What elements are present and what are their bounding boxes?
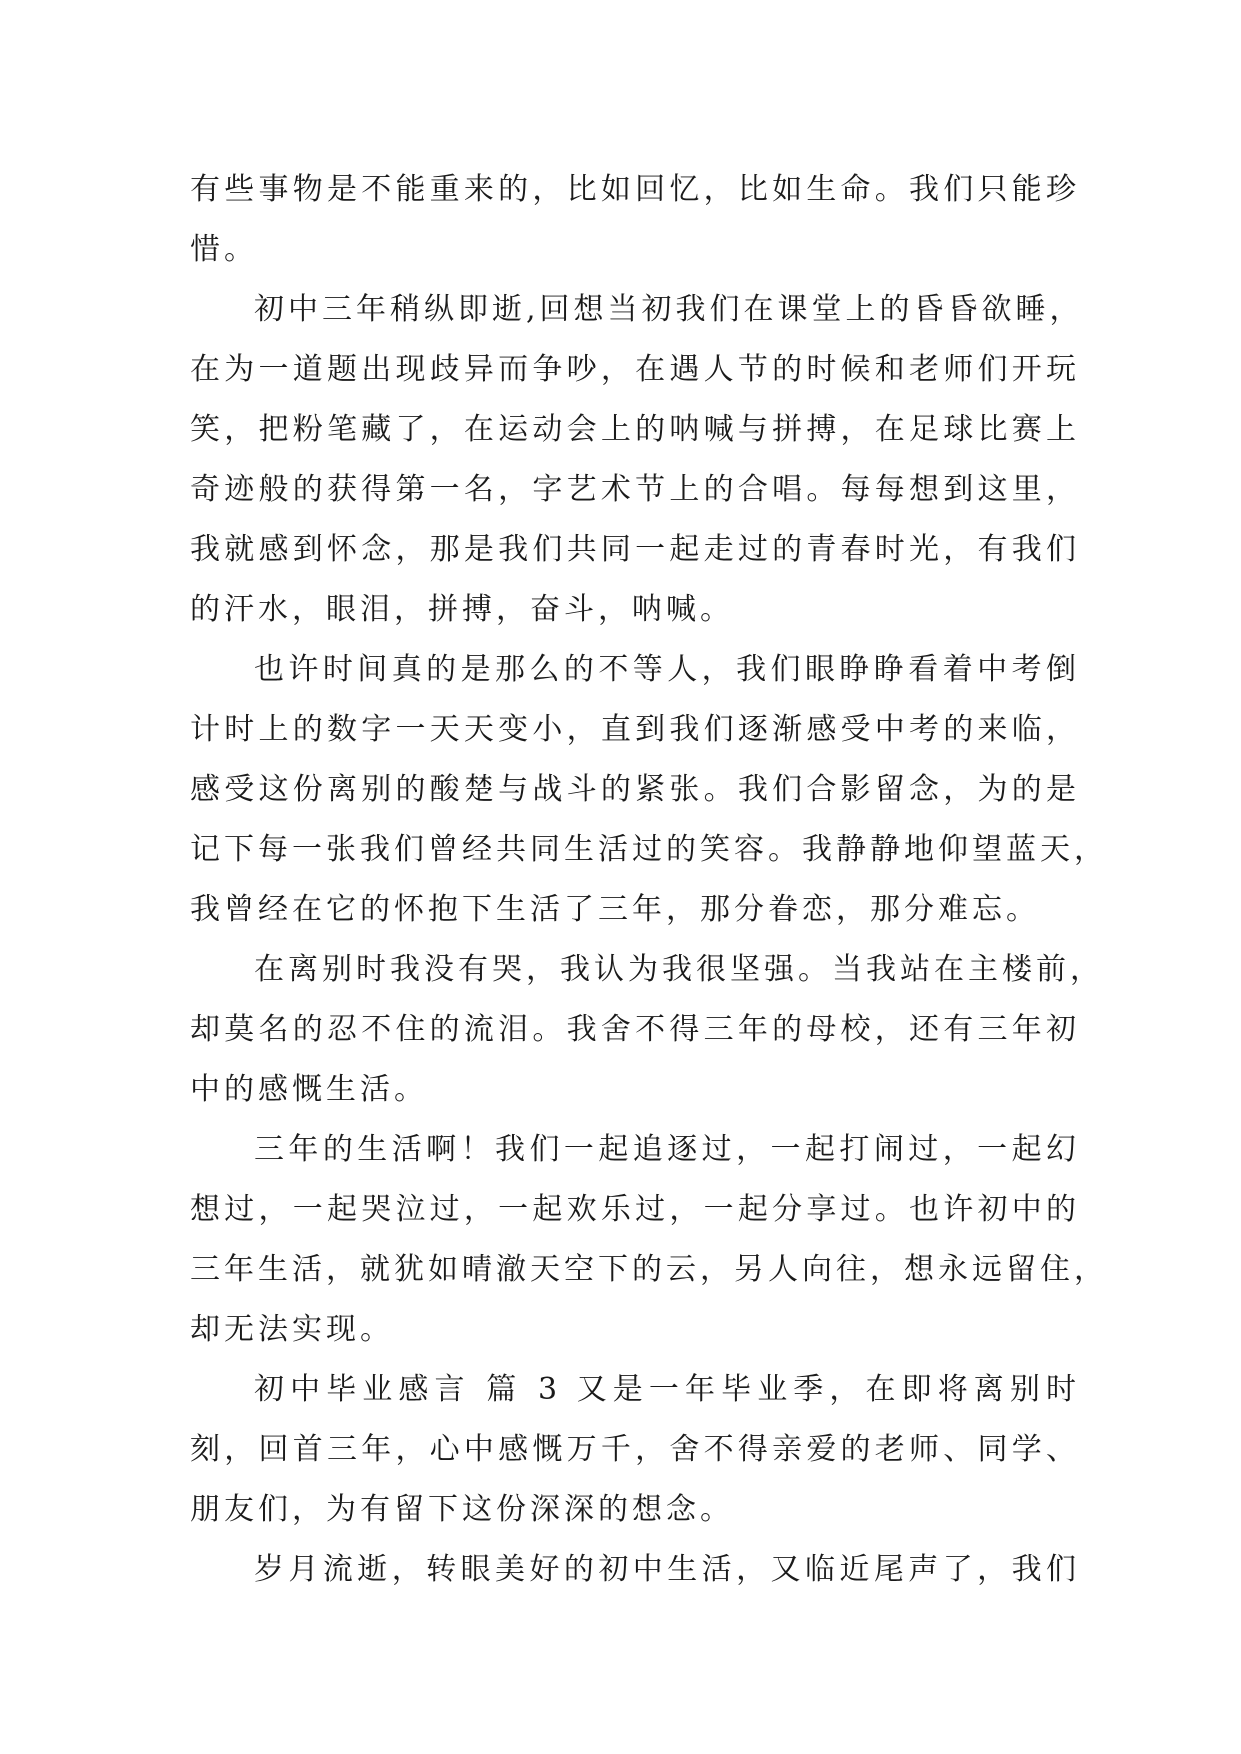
text-line: 朋友们，为有留下这份深深的想念。 [190,1492,734,1527]
text-line: 刻，回首三年，心中感慨万千，舍不得亲爱的老师、同学、 [190,1432,1080,1467]
text-line: 在离别时我没有哭，我认为我很坚强。当我站在主楼前， [254,952,1104,987]
text-line: 计时上的数字一天天变小，直到我们逐渐感受中考的来临， [190,712,1080,747]
text-line: 有些事物是不能重来的，比如回忆，比如生命。我们只能珍 [190,172,1080,207]
text-line: 笑，把粉笔藏了，在运动会上的呐喊与拼搏，在足球比赛上 [190,412,1080,447]
text-line: 初中三年稍纵即逝,回想当初我们在课堂上的昏昏欲睡， [254,292,1084,327]
text-line: 初中毕业感言 篇 3 又是一年毕业季，在即将离别时 [254,1372,1080,1407]
text-line: 也许时间真的是那么的不等人，我们眼睁睁看着中考倒 [254,652,1080,687]
text-line: 三年的生活啊！我们一起追逐过，一起打闹过，一起幻 [254,1132,1080,1167]
text-line: 我曾经在它的怀抱下生活了三年，那分眷恋，那分难忘。 [190,892,1040,927]
text-line: 却无法实现。 [190,1312,394,1347]
text-line: 感受这份离别的酸楚与战斗的紧张。我们合影留念，为的是 [190,772,1080,807]
text-line: 惜。 [190,232,258,267]
text-line: 岁月流逝，转眼美好的初中生活，又临近尾声了，我们 [254,1552,1080,1587]
text-line: 在为一道题出现歧异而争吵，在遇人节的时候和老师们开玩 [190,352,1080,387]
text-line: 三年生活，就犹如晴澈天空下的云，另人向往，想永远留住， [190,1252,1108,1287]
text-line: 想过，一起哭泣过，一起欢乐过，一起分享过。也许初中的 [190,1192,1080,1227]
text-line: 却莫名的忍不住的流泪。我舍不得三年的母校，还有三年初 [190,1012,1080,1047]
text-line: 中的感慨生活。 [190,1072,428,1107]
document-page [190,160,1108,1600]
text-line: 记下每一张我们曾经共同生活过的笑容。我静静地仰望蓝天， [190,832,1108,867]
text-line: 我就感到怀念，那是我们共同一起走过的青春时光，有我们 [190,532,1080,567]
text-line: 的汗水，眼泪，拼搏，奋斗，呐喊。 [190,592,734,627]
text-line: 奇迹般的获得第一名，字艺术节上的合唱。每每想到这里， [190,472,1080,507]
